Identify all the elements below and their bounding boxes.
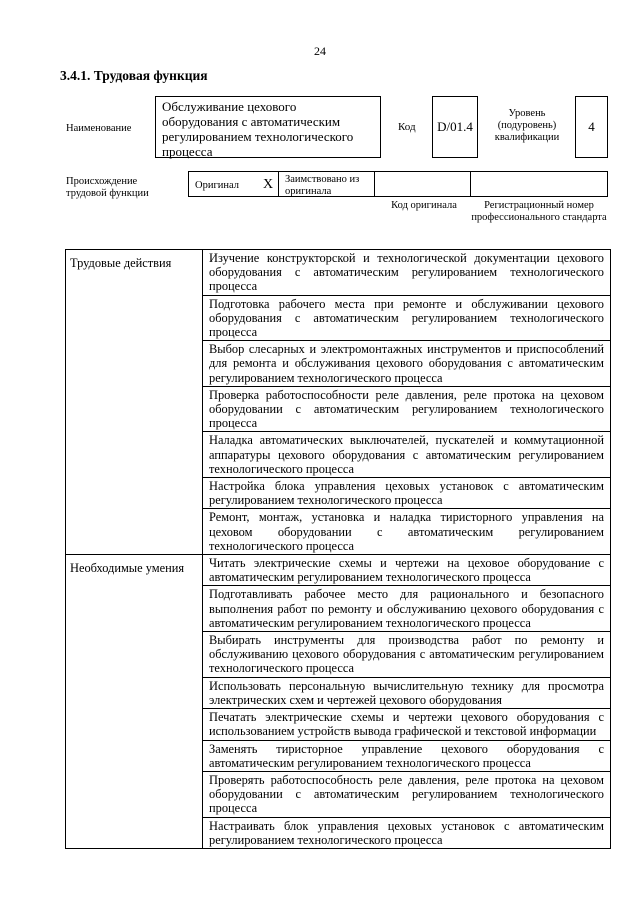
section-item: Выбор слесарных и электромонтажных инструментов и приспособлений для ремонта и обслуживания цехового оборудования с автоматическим регулированием технологического процесса [203,341,611,387]
original-label: Оригинал [195,180,239,191]
section-item: Изучение конструкторской и технологической документации цехового оборудования с автоматическим регулированием технологического процесса [203,250,611,296]
section-category: Необходимые умения [66,555,203,849]
section-item: Заменять тиристорное управление цехового оборудования с автоматическим регулированием технологического процесса [203,740,611,771]
section-item: Читать электрические схемы и чертежи на цеховое оборудование с автоматическим регулированием технологического процесса [203,555,611,586]
page-number: 24 [314,44,326,58]
section-item: Ремонт, монтаж, установка и наладка тиристорного управления на цеховом оборудовании с автоматическим регулированием технологического процесса [203,509,611,555]
table-row [66,555,611,586]
section-item: Проверять работоспособность реле давления, реле протока на цеховом оборудовании с автоматическим регулированием технологического процесса [203,771,611,817]
section-title: 3.4.1. Трудовая функция [60,68,208,83]
section-item: Подготовка рабочего места при ремонте и обслуживании цехового оборудования с автоматическим регулированием технологического процесса [203,295,611,341]
code-original-label: Код оригинала [391,200,457,211]
section-item: Настраивать блок управления цеховых установок с автоматическим регулированием технологического процесса [203,817,611,848]
section-item: Выбирать инструменты для производства работ по ремонту и обслуживанию цехового оборудования с автоматическим регулированием технологического процесса [203,632,611,678]
function-table [65,249,611,849]
section-category: Трудовые действия [66,250,203,555]
code-original-cell [374,171,470,197]
level-label: Уровень (подуровень) квалификации [494,108,560,143]
borrowed-label: Заимствовано из оригинала [285,174,360,197]
section-item: Печатать электрические схемы и чертежи цехового оборудования с использованием устройств вывода графической и текстовой информации [203,709,611,740]
original-cell [188,171,278,197]
name-label: Наименование [66,123,132,134]
borrowed-cell [278,171,374,197]
table-row [66,250,611,296]
origin-label: Происхождение трудовой функции [66,176,149,199]
original-mark: X [263,177,274,192]
reg-number-cell [470,171,608,197]
code-label: Код [398,121,416,133]
section-item: Использовать персональную вычислительную технику для просмотра электрических схем и чертежей цехового оборудования [203,677,611,708]
function-name-box: Обслуживание цехового оборудования с автоматическим регулированием технологического процесса [155,96,381,158]
origin-row [188,171,608,197]
code-box: D/01.4 [432,96,478,158]
level-box: 4 [575,96,608,158]
reg-number-label: Регистрационный номер профессионального стандарта [471,200,607,223]
section-item: Проверка работоспособности реле давления, реле протока на цеховом оборудовании с автоматическим регулированием технологического процесса [203,386,611,432]
section-item: Наладка автоматических выключателей, пускателей и коммутационной аппаратуры цехового оборудования с автоматическим регулированием технологического процесса [203,432,611,478]
section-item: Настройка блока управления цеховых установок с автоматическим регулированием технологического процесса [203,478,611,509]
section-item: Подготавливать рабочее место для рационального и безопасного выполнения работ по ремонту и обслуживанию цехового оборудования с автоматическим регулированием технологического процесса [203,586,611,632]
